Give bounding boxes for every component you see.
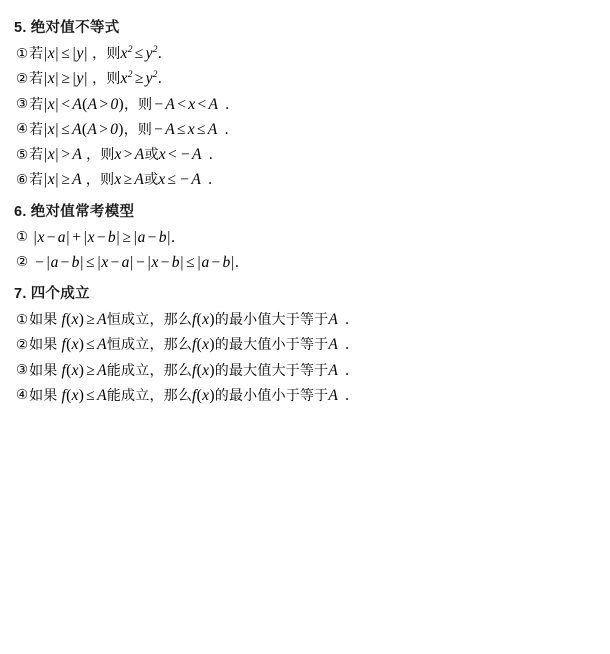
section-heading-5 <box>14 16 596 37</box>
item-math: f(x) ≥ A <box>61 311 107 328</box>
item-marker: ④ <box>16 387 29 404</box>
item-marker: ① <box>16 311 29 328</box>
item-label-ze: ，则 <box>92 70 121 87</box>
item-math: f(x) ≥ A <box>61 361 107 379</box>
item-math-2: x ≥ A <box>114 171 145 189</box>
item-math: |x| > A <box>43 146 83 163</box>
item-math: |x| ≥ |y| <box>43 70 88 88</box>
list-item <box>14 146 596 164</box>
list-item <box>14 311 596 329</box>
item-label-condition: 能成立，那么 <box>106 361 193 378</box>
item-math-3: A . <box>328 336 350 354</box>
section-title: 四个成立 <box>30 286 90 302</box>
item-label-ze: ，则 <box>123 120 153 137</box>
item-math-2: x > A <box>114 146 145 163</box>
item-label-ruo: 若 <box>29 45 44 61</box>
item-label-ruguo: 如果 <box>29 386 58 403</box>
item-marker: ② <box>16 336 29 353</box>
item-math-3: A . <box>328 386 350 404</box>
list-item <box>14 96 596 114</box>
item-label-ze: ，则 <box>86 146 115 162</box>
item-math: |x| ≥ A <box>43 171 82 189</box>
section-number: 7. <box>14 286 27 302</box>
item-label-ruo: 若 <box>29 171 44 188</box>
item-marker: ④ <box>16 121 29 138</box>
item-math: |x| ≤ |y| <box>43 45 88 62</box>
section-heading-6 <box>14 200 596 221</box>
item-label-huo: 或 <box>144 171 159 188</box>
item-marker: ① <box>16 45 29 62</box>
list-item <box>14 45 596 63</box>
item-label-huo: 或 <box>144 146 159 162</box>
item-label-conclusion: 的最小值小于等于 <box>214 386 329 403</box>
item-label-ruo: 若 <box>29 70 44 87</box>
item-marker: ③ <box>16 96 29 112</box>
list-item <box>14 171 596 189</box>
item-label-condition: 恒成立，那么 <box>106 311 193 327</box>
item-marker: ② <box>16 70 29 87</box>
item-math: |x| ≤ A(A > 0) <box>43 120 124 138</box>
item-math-2: − A ≤ x ≤ A . <box>154 120 229 138</box>
item-math: f(x) ≤ A <box>61 336 107 354</box>
list-item <box>14 70 596 88</box>
list-item <box>14 362 596 380</box>
item-label-conclusion: 的最大值大于等于 <box>214 361 329 378</box>
item-label-conclusion: 的最大值小于等于 <box>214 336 329 353</box>
item-label-ruo: 若 <box>29 95 44 112</box>
item-math: f(x) ≤ A <box>61 386 107 404</box>
item-math-2: f(x) <box>192 311 215 328</box>
list-item <box>14 254 596 272</box>
section-title: 绝对值不等式 <box>30 20 120 36</box>
item-label-condition: 恒成立，那么 <box>106 336 193 353</box>
item-marker: ① <box>16 229 29 245</box>
item-math-2: $x^2 \ge y^2$. <box>120 70 163 88</box>
item-label-ruguo: 如果 <box>29 311 58 327</box>
item-marker: ⑥ <box>16 171 29 188</box>
item-math-3: x ≤ − A . <box>158 171 213 189</box>
section-heading-7 <box>14 282 596 303</box>
item-label-ruo: 若 <box>29 146 44 162</box>
item-math-2: − A < x < A . <box>154 95 230 113</box>
item-label-ruguo: 如果 <box>29 361 58 378</box>
item-math-2: f(x) <box>192 361 215 379</box>
section-title: 绝对值常考模型 <box>30 203 135 220</box>
section-number: 6. <box>14 203 27 220</box>
list-item <box>14 387 596 405</box>
list-item <box>14 121 596 139</box>
item-math: |x − a| + |x − b| ≥ |a − b|. <box>33 228 176 246</box>
item-math-3: A . <box>328 361 350 379</box>
item-label-ruo: 若 <box>29 120 44 137</box>
item-math-2: f(x) <box>192 386 215 404</box>
item-label-condition: 能成立，那么 <box>106 386 193 403</box>
item-math-2: $x^2 \le y^2$. <box>120 44 163 62</box>
item-label-ze: ，则 <box>123 95 153 112</box>
item-label-ruguo: 如果 <box>29 336 58 353</box>
section-number: 5. <box>14 20 27 36</box>
item-marker: ⑤ <box>16 146 29 163</box>
item-math-3: A . <box>328 311 350 328</box>
item-marker: ③ <box>16 362 29 378</box>
item-label-ze: ，则 <box>85 171 115 188</box>
item-label-ze: ，则 <box>92 45 121 61</box>
list-item <box>14 229 596 247</box>
item-marker: ② <box>16 254 29 271</box>
item-math: |x| < A(A > 0) <box>43 95 124 113</box>
list-item <box>14 336 596 354</box>
item-math-2: f(x) <box>192 336 215 354</box>
item-math-3: x < − A . <box>158 146 214 163</box>
item-math: − |a − b| ≤ |x − a| − |x − b| ≤ |a − b|. <box>35 253 240 271</box>
item-label-conclusion: 的最小值大于等于 <box>214 311 329 327</box>
